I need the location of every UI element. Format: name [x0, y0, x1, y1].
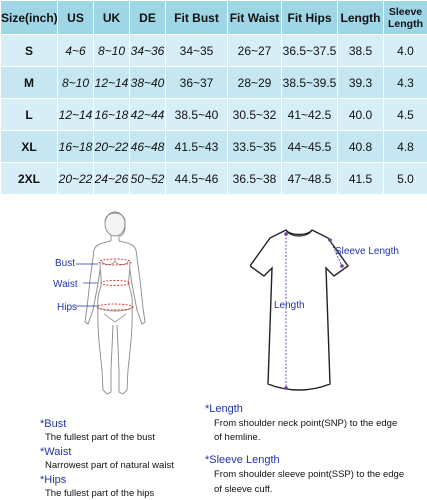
cell-uk: 16~18: [94, 99, 130, 131]
cell-length: 39.3: [338, 67, 384, 99]
cell-size: L: [1, 99, 58, 131]
header-uk: UK: [94, 1, 130, 35]
cell-fit-bust: 36~37: [166, 67, 228, 99]
cell-fit-bust: 38.5~40: [166, 99, 228, 131]
cell-fit-waist: 30.5~32: [228, 99, 282, 131]
cell-uk: 24~26: [94, 163, 130, 195]
cell-fit-waist: 26~27: [228, 35, 282, 67]
note-waist-title: *Waist: [40, 446, 72, 458]
sleeve-length-label: Sleeve Length: [335, 246, 399, 257]
cell-fit-bust: 34~35: [166, 35, 228, 67]
bust-label: Bust: [55, 258, 76, 269]
header-us: US: [58, 1, 94, 35]
cell-fit-hips: 44~45.5: [282, 131, 338, 163]
cell-length: 38.5: [338, 35, 384, 67]
note-bust-title: *Bust: [40, 418, 67, 430]
length-label: Length: [274, 300, 305, 311]
note-length-body-cont: of hemline.: [214, 432, 261, 443]
size-chart-table: [0, 0, 427, 195]
note-sleeve-length-title: *Sleeve Length: [205, 454, 280, 466]
cell-fit-bust: 44.5~46: [166, 163, 228, 195]
cell-uk: 8~10: [94, 35, 130, 67]
note-sleeve-length-body-cont: of sleeve cuff.: [214, 484, 273, 495]
cell-sleeve-length: 5.0: [384, 163, 427, 195]
cell-us: 8~10: [58, 67, 94, 99]
cell-size: 2XL: [1, 163, 58, 195]
cell-us: 12~14: [58, 99, 94, 131]
cell-uk: 12~14: [94, 67, 130, 99]
cell-sleeve-length: 4.8: [384, 131, 427, 163]
note-length-title: *Length: [205, 403, 243, 415]
header-fit-hips: Fit Hips: [282, 1, 338, 35]
cell-fit-waist: 33.5~35: [228, 131, 282, 163]
cell-size: S: [1, 35, 58, 67]
note-bust-body: The fullest part of the bust: [45, 432, 155, 443]
note-hips-body: The fullest part of the hips: [45, 488, 155, 499]
header-size: Size(inch): [1, 1, 58, 35]
cell-size: M: [1, 67, 58, 99]
hips-label: Hips: [57, 302, 78, 313]
cell-sleeve-length: 4.5: [384, 99, 427, 131]
table-row: [1, 99, 427, 131]
table-row: [1, 67, 427, 99]
cell-fit-hips: 47~48.5: [282, 163, 338, 195]
table-row: [1, 35, 427, 67]
cell-length: 40.0: [338, 99, 384, 131]
cell-size: XL: [1, 131, 58, 163]
table-row: [1, 131, 427, 163]
note-sleeve-length-body: From shoulder sleeve point(SSP) to the edge: [214, 469, 405, 480]
header-fit-bust: Fit Bust: [166, 1, 228, 35]
table-row: [1, 163, 427, 195]
cell-de: 50~52: [130, 163, 166, 195]
cell-de: 42~44: [130, 99, 166, 131]
cell-de: 38~40: [130, 67, 166, 99]
cell-length: 41.5: [338, 163, 384, 195]
cell-fit-bust: 41.5~43: [166, 131, 228, 163]
table-header-row: [1, 1, 427, 35]
note-length-body: From shoulder neck point(SNP) to the edge: [214, 418, 398, 429]
note-waist-body: Narrowest part of natural waist: [45, 460, 174, 471]
cell-sleeve-length: 4.3: [384, 67, 427, 99]
cell-us: 16~18: [58, 131, 94, 163]
cell-length: 40.8: [338, 131, 384, 163]
cell-fit-waist: 36.5~38: [228, 163, 282, 195]
cell-fit-hips: 36.5~37.5: [282, 35, 338, 67]
header-de: DE: [130, 1, 166, 35]
waist-label: Waist: [53, 279, 78, 290]
cell-us: 4~6: [58, 35, 94, 67]
cell-de: 46~48: [130, 131, 166, 163]
cell-fit-waist: 28~29: [228, 67, 282, 99]
cell-us: 20~22: [58, 163, 94, 195]
cell-sleeve-length: 4.0: [384, 35, 427, 67]
cell-fit-hips: 41~42.5: [282, 99, 338, 131]
body-leader-lines: [76, 262, 100, 312]
cell-uk: 20~22: [94, 131, 130, 163]
cell-fit-hips: 38.5~39.5: [282, 67, 338, 99]
header-length: Length: [338, 1, 384, 35]
header-fit-waist: Fit Waist: [228, 1, 282, 35]
cell-de: 34~36: [130, 35, 166, 67]
note-hips-title: *Hips: [40, 474, 67, 486]
header-sleeve-length: Sleeve Length: [384, 1, 427, 35]
